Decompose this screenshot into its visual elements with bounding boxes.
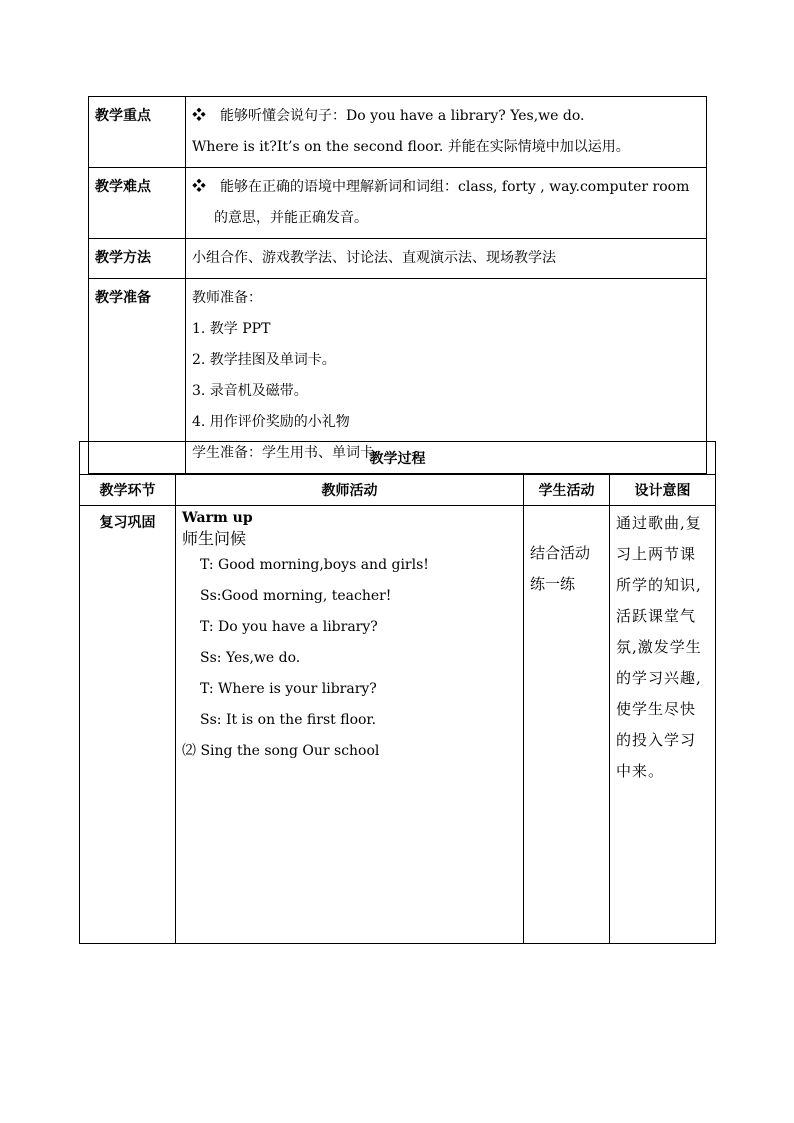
methods-row (89, 239, 707, 279)
design-line: 习上两节课 (616, 545, 697, 563)
text-line: 教师准备： (192, 290, 262, 306)
row-label: 教学准备 (89, 279, 186, 474)
dialogue-line: T: Do you have a library? (200, 619, 378, 635)
design-line: 活跃课堂气 (616, 607, 697, 625)
text-line: ❖ 能够听懂会说句子：Do you have a library? Yes,we do. (192, 108, 585, 124)
dialogue-line: T: Good morning,boys and girls! (200, 557, 429, 573)
row-content (186, 239, 707, 279)
song-line: ⑵ Sing the song Our school (182, 743, 380, 759)
header-stage: 教学环节 (80, 475, 176, 506)
design-line: 所学的知识, (616, 576, 702, 594)
text-line: 3. 录音机及磁带。 (192, 383, 308, 399)
header-teacher: 教师活动 (176, 475, 524, 506)
review-row (80, 506, 716, 944)
design-line: 氛,激发学生 (616, 638, 702, 656)
greeting-label: 师生问候 (182, 529, 247, 548)
dialogue-line: Ss: It is on the first floor. (200, 712, 377, 728)
text-line: ❖ 能够在正确的语境中理解新词和词组：class, forty , way.computer room (192, 179, 690, 195)
row-label: 教学重点 (89, 97, 186, 168)
key-points-row (89, 97, 707, 168)
difficulties-row (89, 168, 707, 239)
text-line: 小组合作、游戏教学法、讨论法、直观演示法、现场教学法 (192, 250, 556, 266)
header-row (80, 475, 716, 506)
process-title: 教学过程 (80, 442, 716, 475)
student-activity-cell (524, 506, 610, 944)
design-line: 通过歌曲,复 (616, 514, 702, 532)
text-line: Where is it?It’s on the second floor. 并能在实际情境中加以运用。 (192, 139, 630, 155)
warm-up-heading: Warm up (182, 510, 253, 526)
text-line: 的意思，并能正确发音。 (214, 210, 368, 226)
teaching-process-table (79, 441, 716, 944)
header-student: 学生活动 (524, 475, 610, 506)
text-line: 4. 用作评价奖励的小礼物 (192, 414, 350, 430)
design-line: 的学习兴趣, (616, 669, 702, 687)
design-line: 使学生尽快 (616, 700, 697, 718)
dialogue-line: T: Where is your library? (200, 681, 377, 697)
design-intent-cell (610, 506, 716, 944)
text-line: 学生准备：学生用书、单词卡 (192, 445, 374, 461)
student-line: 结合活动 (530, 544, 591, 562)
row-content (186, 168, 707, 239)
design-line: 中来。 (616, 762, 665, 780)
text-line: 2. 教学挂图及单词卡。 (192, 352, 336, 368)
process-title-row (80, 442, 716, 475)
teacher-activity-cell (176, 506, 524, 944)
header-design: 设计意图 (610, 475, 716, 506)
text-line: 1. 教学 PPT (192, 321, 271, 337)
row-label: 教学方法 (89, 239, 186, 279)
row-content (186, 97, 707, 168)
lesson-info-table (88, 96, 707, 474)
dialogue-line: Ss:Good morning, teacher! (200, 588, 392, 604)
dialogue-line: Ss: Yes,we do. (200, 650, 301, 666)
design-line: 的投入学习 (616, 731, 697, 749)
row-label: 教学难点 (89, 168, 186, 239)
stage-cell: 复习巩固 (80, 506, 176, 944)
student-line: 练一练 (530, 575, 576, 593)
